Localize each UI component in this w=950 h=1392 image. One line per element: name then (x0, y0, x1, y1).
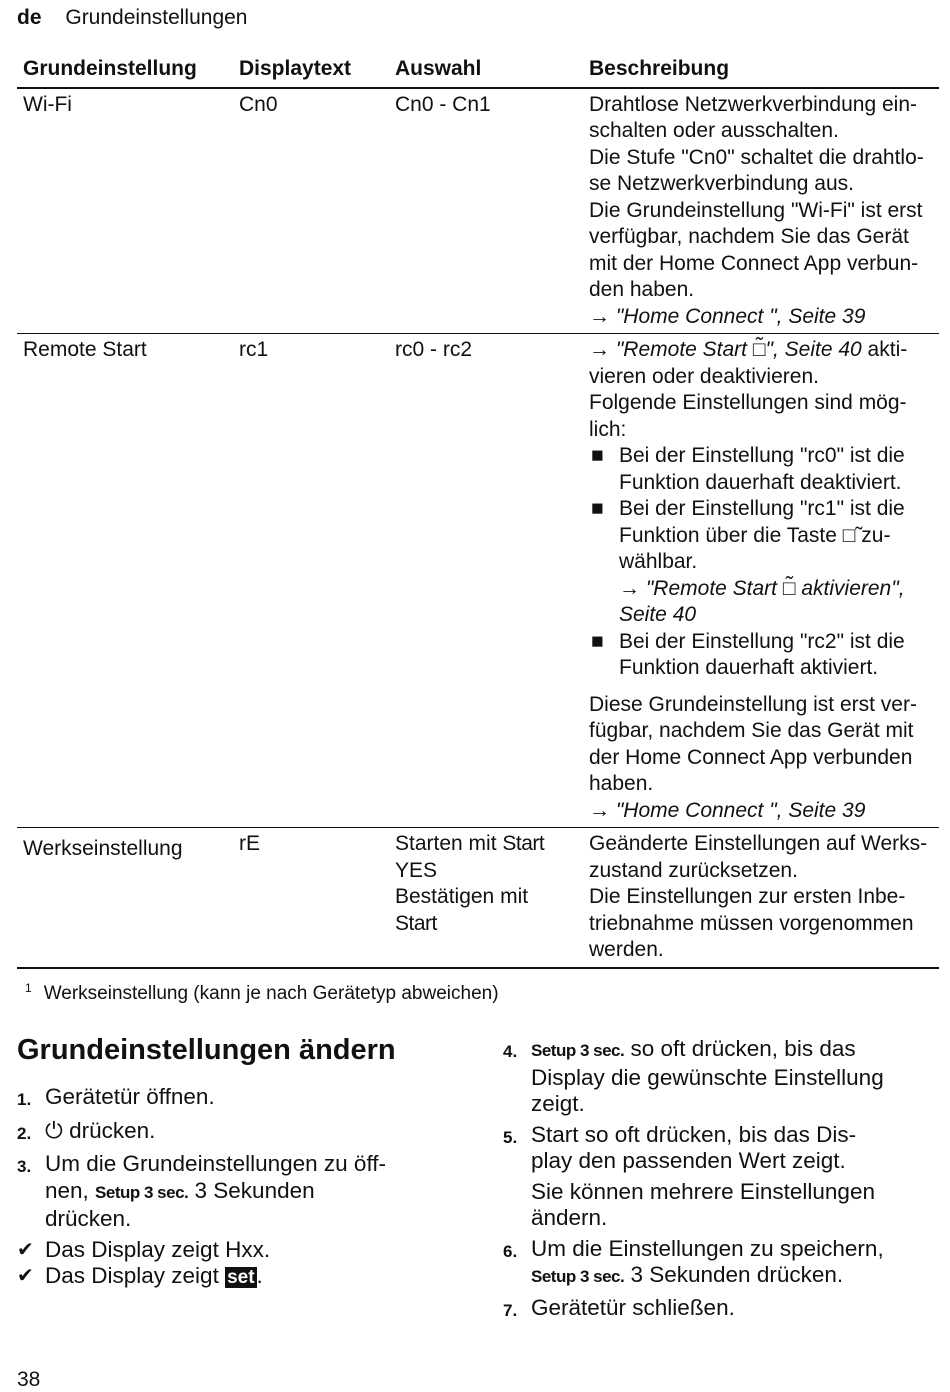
col-header-choice: Auswahl (395, 57, 482, 80)
list-item-note: Sie können mehrere Einstellungen ändern. (531, 1178, 875, 1230)
page-header (17, 6, 248, 30)
list-item: 7. Gerätetür schließen. (503, 1294, 735, 1320)
table-row-wifi (17, 89, 939, 335)
cell-display: Cn0 (239, 92, 278, 116)
description-text: Folgende Einstellungen sind mög- lich: (589, 391, 907, 441)
bullet-icon: ■ (591, 497, 604, 520)
description-text: Drahtlose Netzwerkverbindung ein- schalten oder ausschalten. (589, 92, 917, 142)
list-item: 3. Um die Grundeinstellungen zu öff- nen, Setup 3 sec. 3 Sekunden drücken. (17, 1151, 387, 1231)
setup-key-label: Setup 3 sec. (531, 1267, 625, 1286)
check-icon: ✔ (17, 1238, 34, 1261)
cell-description (589, 92, 939, 331)
bullet-icon: ■ (591, 444, 604, 467)
table-footnote: $^1$ Werkseinstellung (kann je nach Gerätetyp abweichen) (25, 981, 499, 1004)
header-title: Grundeinstellungen (65, 6, 248, 29)
cross-reference-link[interactable]: → "Home Connect ", Seite 39 (589, 304, 866, 328)
settings-table (17, 56, 939, 969)
cell-description (589, 831, 939, 964)
description-text: Geänderte Einstellungen auf Werks- zustand zurücksetzen. (589, 832, 928, 882)
table-row-remote-start (17, 334, 939, 828)
check-icon: ✔ (17, 1265, 34, 1287)
start-key-label: Start (395, 911, 437, 935)
setup-key-label: Setup 3 sec. (531, 1041, 625, 1060)
cross-reference-link[interactable]: → "Home Connect ", Seite 39 (589, 798, 866, 822)
cell-display: rc1 (239, 338, 269, 361)
table-header-row (17, 56, 939, 89)
steps-left-column (17, 1084, 447, 1296)
list-item: 1. Gerätetür öffnen. (17, 1084, 215, 1109)
list-item-result: ✔ Das Display zeigt set. (17, 1263, 447, 1292)
power-icon: ⏻ (45, 1117, 63, 1143)
list-item: ■ Bei der Einstellung "rc1" ist die Funktion über die Taste □̃ zu- wählbar. (589, 496, 939, 576)
start-key-label: Start (531, 1121, 579, 1147)
cell-choice: Starten mit Start YES Bestätigen mit Start (395, 831, 589, 964)
col-header-description: Beschreibung (589, 57, 730, 80)
steps-right-column (503, 1036, 943, 1328)
list-item-reference[interactable]: → "Remote Start □̃ aktivieren", Seite 40 (619, 576, 905, 626)
setup-key-label: Setup 3 sec. (95, 1182, 189, 1202)
arrow-icon: → (589, 304, 610, 328)
arrow-icon: → (589, 798, 610, 822)
description-text: Die Stufe "Cn0" schaltet die drahtlo- se Netzwerkverbindung aus. (589, 145, 924, 195)
cell-setting: Wi-Fi (23, 92, 72, 116)
cell-choice: rc0 - rc2 (395, 338, 473, 361)
list-item: 6. Um die Einstellungen zu speichern, Setup 3 sec. 3 Sekunden drücken. (503, 1235, 884, 1287)
description-text: Die Grundeinstellung "Wi-Fi" ist erst verfügbar, nachdem Sie das Gerät mit der Home Connect App verbun- den haben. (589, 198, 923, 301)
cell-setting: Werkseinstellung (23, 837, 183, 860)
cell-description (589, 337, 939, 824)
language-code: de (17, 6, 42, 29)
table-row-factory-reset (17, 828, 939, 969)
col-header-display: Displaytext (239, 57, 352, 80)
description-text: Die Einstellungen zur ersten Inbe- triebnahme müssen vorgenommen werden. (589, 885, 914, 961)
list-item: 4. Setup 3 sec. so oft drücken, bis das Display die gewünschte Einstellung zeigt. (503, 1036, 884, 1116)
display-set-label: set (227, 1267, 255, 1288)
list-item: 2. ⏻ drücken. (17, 1117, 156, 1143)
list-item: 5. Start so oft drücken, bis das Dis- play den passenden Wert zeigt. (503, 1121, 857, 1173)
col-header-setting: Grundeinstellung (23, 57, 197, 80)
list-item-result: ✔ Das Display zeigt Hxx. (17, 1236, 271, 1262)
description-text: vieren oder deaktivieren. (589, 364, 819, 388)
cell-display: rE (239, 832, 260, 855)
cell-choice: Cn0 - Cn1 (395, 92, 491, 116)
start-key-label: Start (502, 832, 545, 855)
section-title: Grundeinstellungen ändern (17, 1034, 396, 1066)
cross-reference-link[interactable]: → "Remote Start □̃", Seite 40 akti- (589, 338, 908, 361)
arrow-icon: → (589, 338, 610, 361)
bullet-icon: ■ (591, 629, 604, 653)
arrow-icon: → (619, 576, 640, 600)
cell-setting: Remote Start (23, 338, 147, 361)
list-item: ■ Bei der Einstellung "rc0" ist die Funktion dauerhaft deaktiviert. (589, 443, 939, 496)
list-item: ■ Bei der Einstellung "rc2" ist die Funktion dauerhaft aktiviert. (589, 629, 939, 682)
description-text: Diese Grundeinstellung ist erst ver- fügbar, nachdem Sie das Gerät mit der Home Connect App verbunden haben. (589, 692, 917, 795)
page-number: 38 (17, 1368, 41, 1391)
